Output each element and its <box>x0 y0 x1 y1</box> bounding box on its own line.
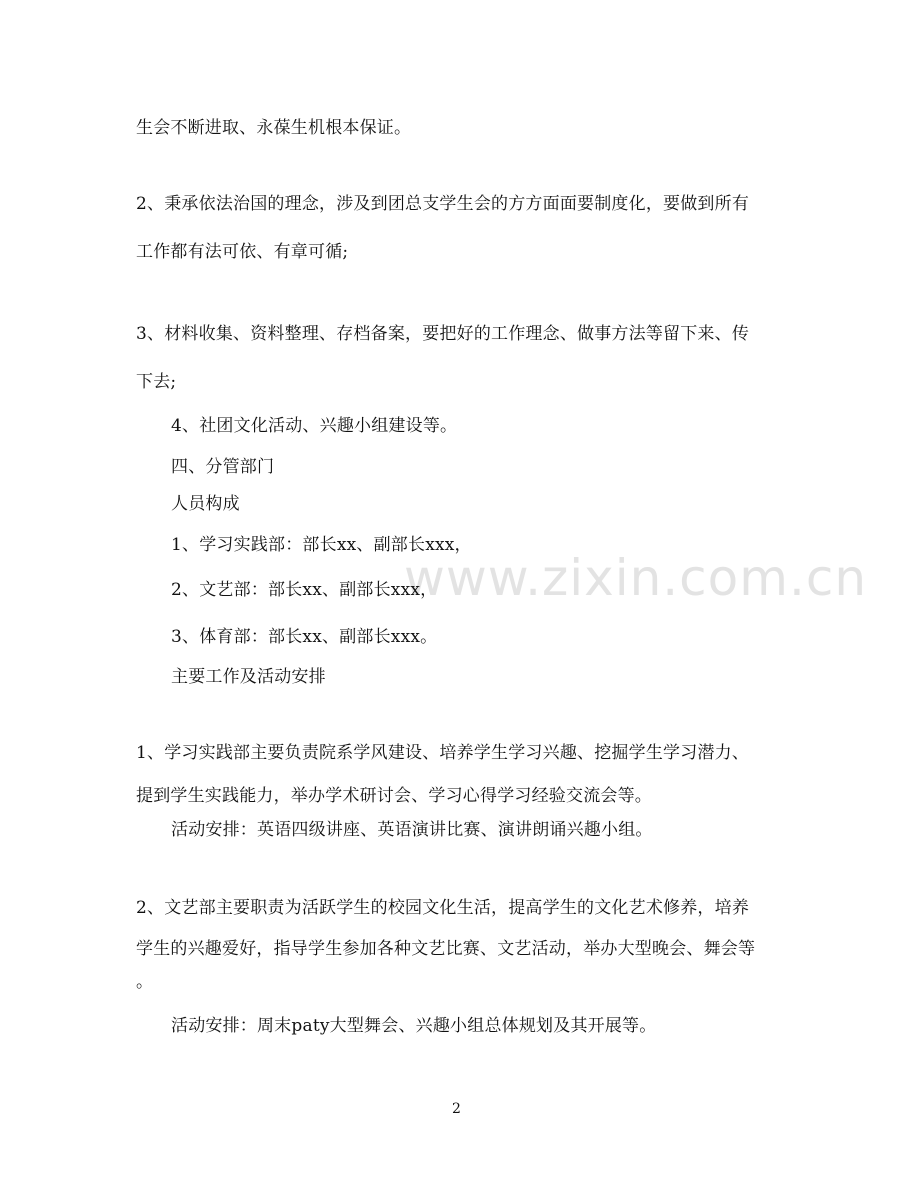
text-line: 1、学习实践部主要负责院系学风建设、培养学生学习兴趣、挖掘学生学习潜力、 <box>136 743 750 763</box>
text-line: 3、体育部：部长xx、副部长xxx。 <box>171 627 438 647</box>
text-line: 3、材料收集、资料整理、存档备案，要把好的工作理念、做事方法等留下来、传 <box>136 324 750 344</box>
subsection-heading: 主要工作及活动安排 <box>171 667 326 687</box>
page-number: 2 <box>452 1101 461 1117</box>
subsection-heading: 人员构成 <box>171 494 240 514</box>
watermark: www.zixin.com.cn <box>404 549 868 607</box>
text-line: 2、秉承依法治国的理念，涉及到团总支学生会的方方面面要制度化，要做到所有 <box>136 194 750 214</box>
text-line: 。 <box>136 972 154 992</box>
text-line: 活动安排：英语四级讲座、英语演讲比赛、演讲朗诵兴趣小组。 <box>171 820 653 840</box>
text-line: 学生的兴趣爱好，指导学生参加各种文艺比赛、文艺活动，举办大型晚会、舞会等 <box>136 939 756 959</box>
text-line: 2、文艺部：部长xx、副部长xxx， <box>171 580 438 600</box>
text-line: 生会不断进取、永葆生机根本保证。 <box>136 118 412 138</box>
text-line: 下去; <box>136 372 177 392</box>
section-heading: 四、分管部门 <box>171 457 275 477</box>
text-line: 2、文艺部主要职责为活跃学生的校园文化生活，提高学生的文化艺术修养，培养 <box>136 898 750 918</box>
text-line: 4、社团文化活动、兴趣小组建设等。 <box>171 416 458 436</box>
text-line: 提到学生实践能力，举办学术研讨会、学习心得学习经验交流会等。 <box>136 786 652 806</box>
text-line: 1、学习实践部：部长xx、副部长xxx， <box>171 535 472 555</box>
text-line: 工作都有法可依、有章可循; <box>136 242 349 262</box>
text-line: 活动安排：周末paty大型舞会、兴趣小组总体规划及其开展等。 <box>171 1016 657 1036</box>
